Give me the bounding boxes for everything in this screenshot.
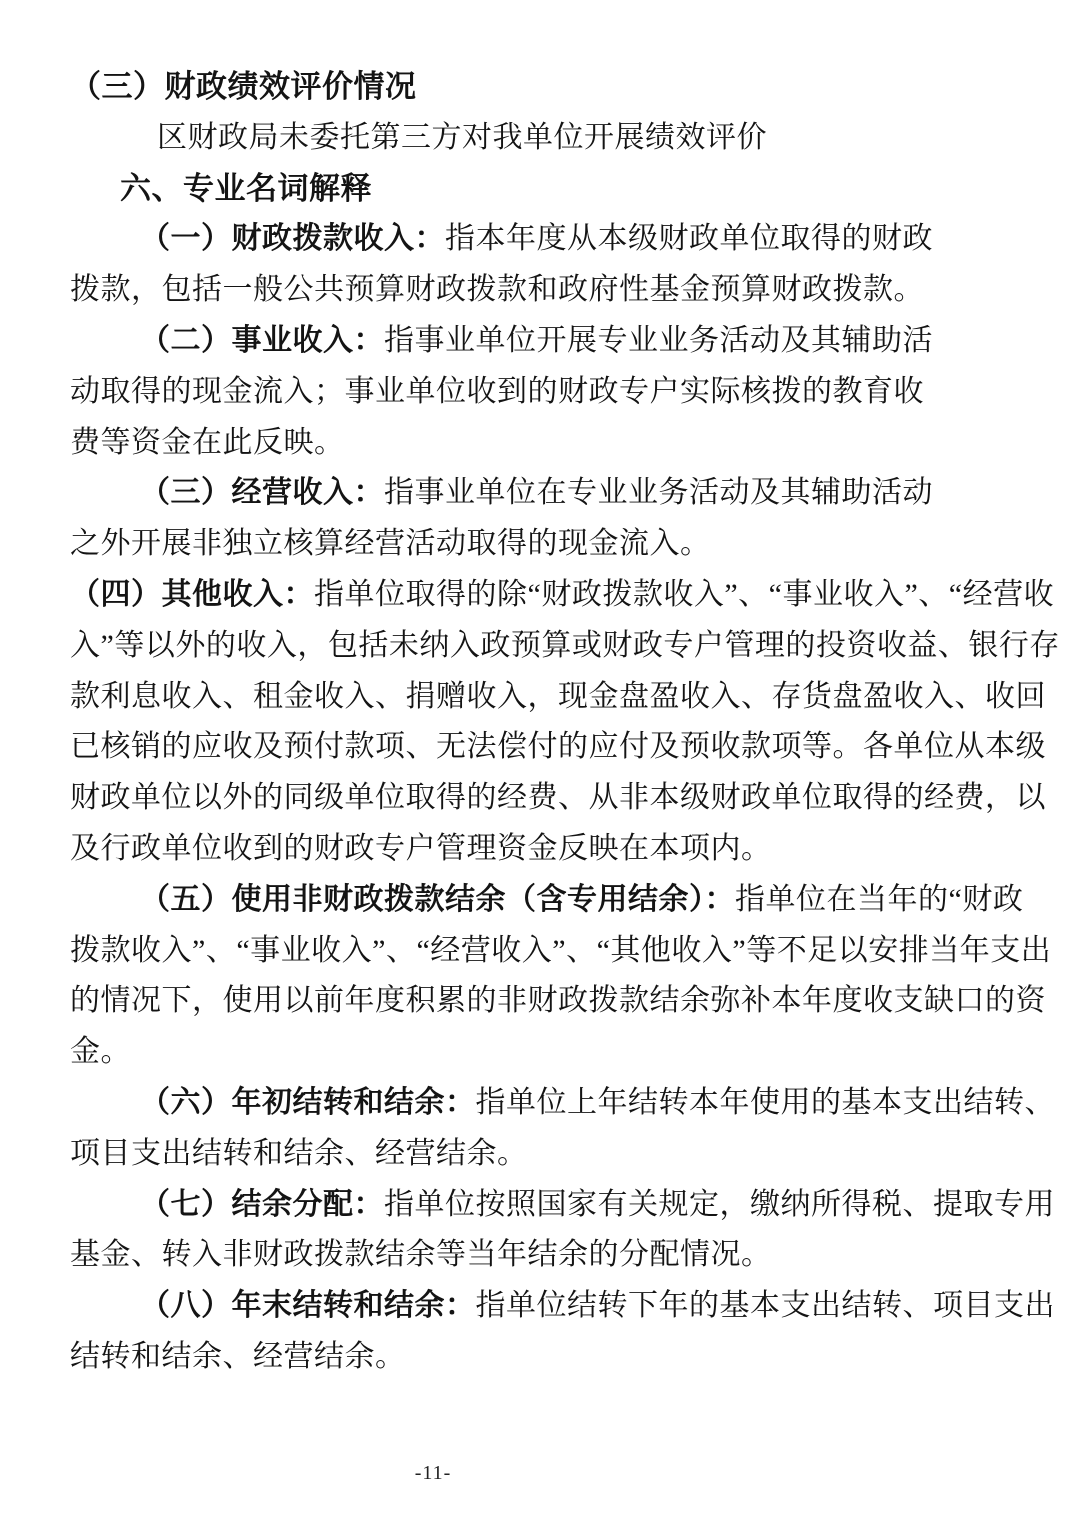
term-label: （六）年初结转和结余： [140, 1085, 476, 1119]
term-4-line-3 [70, 672, 1046, 723]
term-label: （七）结余分配： [140, 1187, 384, 1221]
body-text: 的情况下，使用以前年度积累的非财政拨款结余弥补本年度收支缺口的资 [70, 984, 1046, 1018]
term-5-line-4 [70, 1027, 1005, 1078]
body-text: 及行政单位收到的财政专户管理资金反映在本项内。 [70, 831, 772, 865]
term-label: （八）年末结转和结余： [140, 1289, 476, 1323]
body-text: 项目支出结转和结余、经营结余。 [70, 1136, 528, 1170]
body-text: 指事业单位开展专业业务活动及其辅助活 [384, 323, 933, 357]
term-7-line-2 [70, 1230, 1005, 1281]
body-text: 指单位取得的除“财政拨款收入”、“事业收入”、“经营收 [314, 577, 1055, 611]
term-8-line-2 [70, 1332, 1005, 1383]
page-number: -11- [414, 1462, 452, 1484]
term-7-surplus-distribution [70, 1180, 1055, 1231]
body-text: 指事业单位在专业业务活动及其辅助活动 [384, 476, 933, 510]
term-5-non-fiscal-surplus [70, 875, 1024, 926]
body-text: 基金、转入非财政拨款结余等当年结余的分配情况。 [70, 1238, 772, 1272]
term-4-line-5 [70, 773, 1046, 824]
term-label: （四）其他收入： [70, 577, 314, 611]
body-text: 指单位结转下年的基本支出结转、项目支出 [475, 1289, 1055, 1323]
body-text: 拨款，包括一般公共预算财政拨款和政府性基金预算财政拨款。 [70, 273, 924, 307]
body-text: 指本年度从本级财政单位取得的财政 [445, 222, 933, 256]
heading-fiscal-performance-evaluation [70, 62, 1005, 113]
term-label: （五）使用非财政拨款结余（含专用结余）： [140, 882, 735, 916]
term-1-line-2 [70, 265, 1005, 316]
term-label: （三）财政绩效评价情况 [70, 69, 417, 104]
para-performance-eval-body [70, 113, 1005, 164]
term-label: （二）事业收入： [140, 323, 384, 357]
term-4-line-2 [70, 621, 1060, 672]
term-6-line-2 [70, 1129, 1005, 1180]
term-8-yearend-carryover [70, 1281, 1055, 1332]
body-text: 指单位按照国家有关规定，缴纳所得税、提取专用 [384, 1187, 1055, 1221]
term-1-fiscal-appropriation-income [70, 214, 1005, 265]
body-text: 指单位上年结转本年使用的基本支出结转、 [475, 1085, 1055, 1119]
term-label: （一）财政拨款收入： [140, 222, 445, 256]
body-text: 入”等以外的收入，包括未纳入政预算或财政专户管理的投资收益、银行存 [70, 628, 1060, 662]
heading-terminology-section [70, 164, 1005, 215]
term-label: 六、专业名词解释 [120, 170, 372, 206]
body-text: 区财政局未委托第三方对我单位开展绩效评价 [157, 120, 767, 154]
body-text: 拨款收入”、“事业收入”、“经营收入”、“其他收入”等不足以安排当年支出 [70, 933, 1052, 967]
term-4-line-6 [70, 824, 1005, 875]
body-text: 指单位在当年的“财政 [735, 882, 1024, 916]
term-4-other-income [70, 570, 1055, 621]
document-body [70, 62, 1060, 1383]
body-text: 动取得的现金流入；事业单位收到的财政专户实际核拨的教育收 [70, 374, 924, 408]
body-text: 财政单位以外的同级单位取得的经费、从非本级财政单位取得的经费，以 [70, 781, 1046, 815]
body-text: 费等资金在此反映。 [70, 425, 345, 459]
term-4-line-4 [70, 722, 1046, 773]
body-text: 之外开展非独立核算经营活动取得的现金流入。 [70, 527, 711, 561]
term-6-beginning-carryover [70, 1078, 1055, 1129]
term-2-line-2 [70, 367, 1005, 418]
term-5-line-2 [70, 926, 1052, 977]
term-2-line-3 [70, 418, 1005, 469]
body-text: 款利息收入、租金收入、捐赠收入，现金盘盈收入、存货盘盈收入、收回 [70, 679, 1046, 713]
term-5-line-3 [70, 976, 1046, 1027]
term-3-business-income [70, 468, 1005, 519]
body-text: 金。 [70, 1035, 131, 1069]
body-text: 结转和结余、经营结余。 [70, 1339, 406, 1373]
term-3-line-2 [70, 519, 1005, 570]
term-label: （三）经营收入： [140, 476, 384, 510]
body-text: 已核销的应收及预付款项、无法偿付的应付及预收款项等。各单位从本级 [70, 730, 1046, 764]
term-2-operating-income [70, 316, 1005, 367]
